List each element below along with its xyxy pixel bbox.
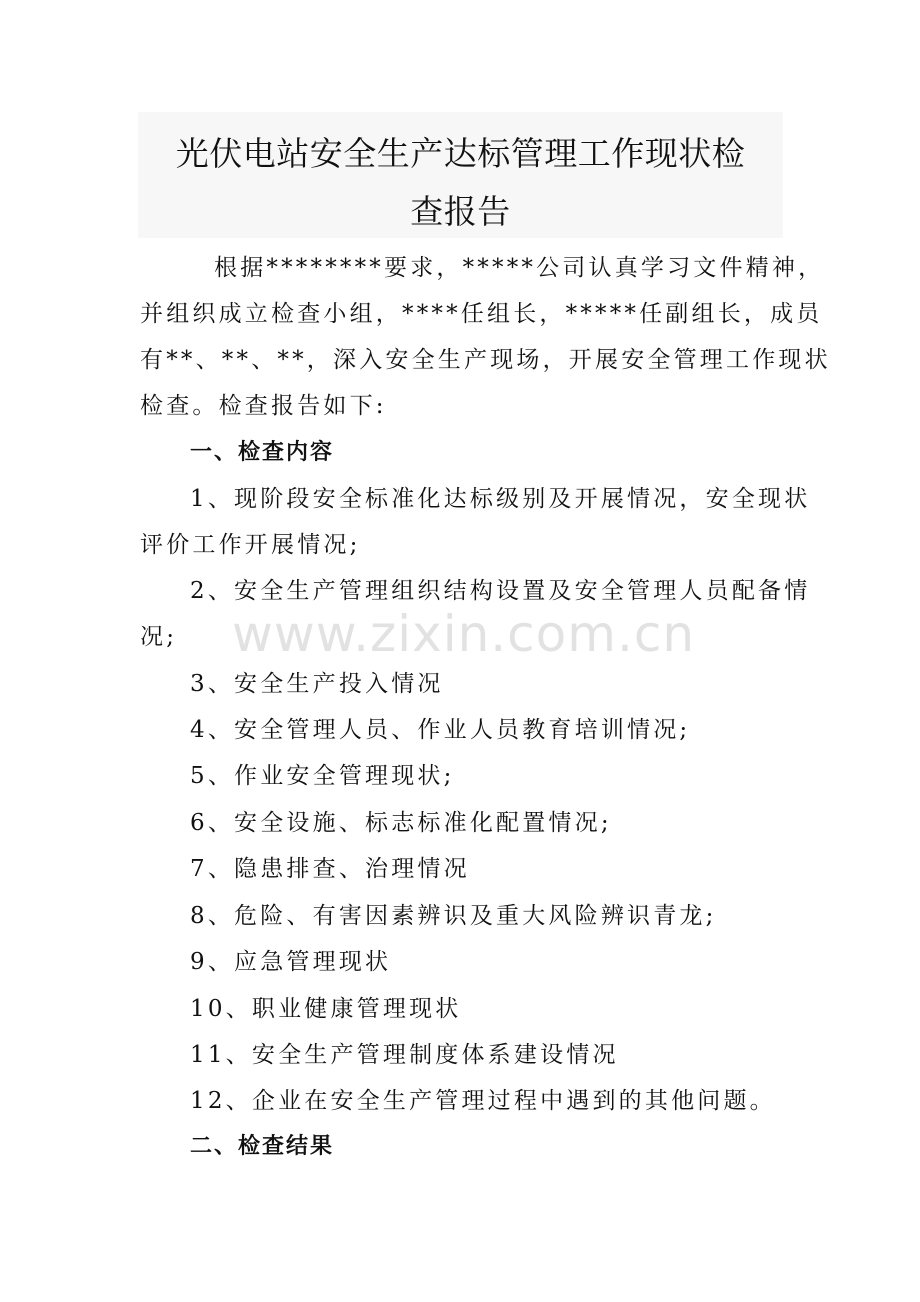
intro-line-4: 检查。检查报告如下: <box>140 393 387 419</box>
list-item-10: 10、职业健康管理现状 <box>190 996 462 1022</box>
list-item-5: 5、作业安全管理现状; <box>190 763 455 789</box>
list-item-9: 9、应急管理现状 <box>190 949 392 975</box>
list-item-12: 12、企业在安全生产管理过程中遇到的其他问题。 <box>190 1088 776 1114</box>
list-item-2: 2、安全生产管理组织结构设置及安全管理人员配备情 <box>190 578 811 604</box>
list-item-7: 7、隐患排查、治理情况 <box>190 856 470 882</box>
intro-line-3: 有**、**、**，深入安全生产现场，开展安全管理工作现状 <box>140 347 831 373</box>
intro-line-1: 根据********要求，*****公司认真学习文件精神， <box>214 255 825 281</box>
list-item-4: 4、安全管理人员、作业人员教育培训情况; <box>190 717 691 743</box>
section-heading-check-content: 一、检查内容 <box>190 440 335 465</box>
document-title-line-2: 查报告 <box>410 192 511 231</box>
watermark-text: www.zixin.com.cn <box>232 605 696 663</box>
list-item-6: 6、安全设施、标志标准化配置情况; <box>190 810 612 836</box>
title-block <box>138 112 783 238</box>
list-item-1-cont: 评价工作开展情况; <box>140 532 361 558</box>
list-item-11: 11、安全生产管理制度体系建设情况 <box>190 1042 619 1068</box>
list-item-1: 1、现阶段安全标准化达标级别及开展情况，安全现状 <box>190 486 811 512</box>
intro-line-2: 并组织成立检查小组，****任组长，*****任副组长，成员 <box>140 301 823 327</box>
document-title-line-1: 光伏电站安全生产达标管理工作现状检 <box>175 134 746 173</box>
section-heading-check-results: 二、检查结果 <box>190 1134 335 1159</box>
list-item-2-cont: 况; <box>140 624 178 650</box>
list-item-3: 3、安全生产投入情况 <box>190 671 444 697</box>
list-item-8: 8、危险、有害因素辨识及重大风险辨识青龙; <box>190 903 717 929</box>
